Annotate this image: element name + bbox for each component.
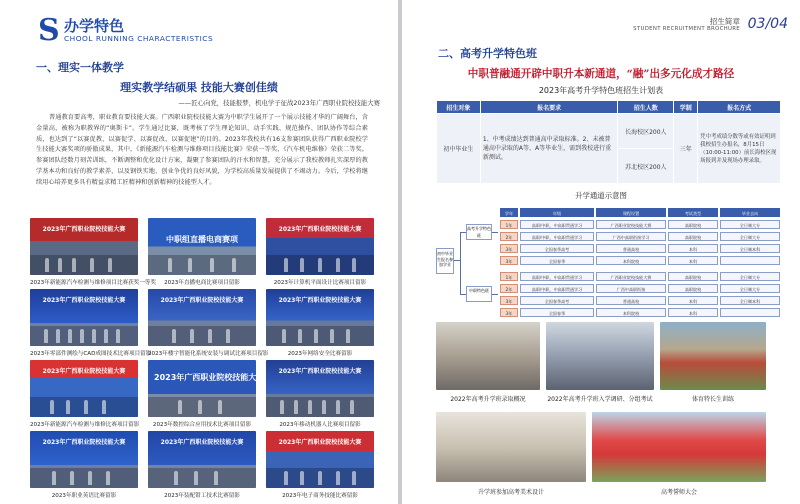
table-cell: 凭中考成绩分数等或有效证明到我校招生办报名，8月15日（10:00-11:00）前长海校区现场报到并及现场办理录取。 xyxy=(698,114,781,184)
table-header: 报名方式 xyxy=(698,101,781,114)
flow-diagram-title: 升学通道示意图 xyxy=(575,191,627,200)
section-title: 一、理实一体教学 xyxy=(36,61,124,74)
enrollment-plan-table xyxy=(436,100,781,184)
competition-photo: 2023年广西职业院校技能大赛 xyxy=(30,289,138,346)
photo-card xyxy=(30,431,138,499)
photo-card xyxy=(266,218,374,286)
flow-branch-node: 中职特色班 xyxy=(466,286,492,302)
page-header-title: 办学特色 xyxy=(64,17,125,35)
competition-photo: 中职组直播电商赛项 xyxy=(148,218,256,275)
article-paragraph: 普通教育要高考，职业教育要技能大赛。广西职业院校技能大赛为中职学生展开了一个展示技能才华的广阔舞台，含金量高，被称为职教界的“奥斯卡”。学生通过比赛，既考核了学生理论知识、动手实践、规范操作、团队协作等综合素质，也达到了“以赛促教、以赛促学、以赛促改、以赛促建”的目的。2023年我校共有16支参赛团队获得广西职业院校学生技能大赛奖项的骄傲成果，其中，《新能源汽车检测与维修项目技能比赛》荣获一等奖、《汽车机电维修》荣获二等奖。参赛团队经数月刻苦训练，不断调整和优化设计方案，凝聚了参赛团队的汗水和智慧，充分展示了我校教师扎实深厚的教学基本功和良好的教学素养，以及钢铁实地、创业争优的良好风貌，为学校高质量发展提供了不竭动力。今后，学校将继续用心培养更多具有精益求精工匠精神和创新精神的技能型人才。 xyxy=(36,114,368,186)
photo-card xyxy=(266,289,374,357)
flow-row: 2年 高职/中职，中高职贯通学习 广西中高职衔接 高职院校 全日制大专 xyxy=(500,284,781,294)
table-header: 学制 xyxy=(674,101,698,114)
photo-card xyxy=(266,360,374,428)
table-title: 2023年高考升学特色班招生计划表 xyxy=(538,86,664,95)
photo-caption: 2023年移动机器人比赛项目留影 xyxy=(279,422,361,428)
table-cell: 长海校区200人 xyxy=(618,114,674,149)
flow-start-node: 初中毕业生报名参加学业 xyxy=(436,248,454,274)
flow-branch-node: 高考升学特色班 xyxy=(467,226,491,238)
photo-card xyxy=(148,360,265,428)
classroom-photo xyxy=(436,322,540,390)
exam-photo xyxy=(546,322,654,390)
photo-caption: 2023年楼宇智能化系统安装与调试比赛项目留影 xyxy=(148,351,269,357)
competition-photo: 2023年广西职业院校技能大赛 xyxy=(148,360,256,417)
photo-caption: 2023年电子商务技能比赛留影 xyxy=(282,493,358,499)
photo-caption: 2022年高考升学班录取概况 xyxy=(450,396,526,403)
flow-header-row: 学年 年级 课程设置 考试类型 毕业去向 xyxy=(500,208,781,218)
photo-caption: 2022年高考升学班入学调研、分组考试 xyxy=(547,396,653,403)
flow-row: 3年 全国春季 本科院校 本科 xyxy=(500,308,781,318)
left-page xyxy=(0,0,398,504)
rally-photo xyxy=(592,412,766,482)
table-header: 招生对象 xyxy=(437,101,481,114)
photo-card xyxy=(30,360,138,428)
competition-photo: 2023年广西职业院校技能大赛 xyxy=(266,289,374,346)
photo-card xyxy=(148,289,269,357)
brochure-title: 招生简章 xyxy=(709,17,740,26)
competition-photo: 2023年广西职业院校技能大赛 xyxy=(266,431,374,488)
photo-caption: 2023年新能源汽车检测与维修比赛项目留影 xyxy=(30,422,140,428)
photo-caption: 高考誓师大会 xyxy=(660,489,697,496)
photo-card xyxy=(30,218,157,286)
competition-photo: 2023年广西职业院校技能大赛 xyxy=(148,289,256,346)
flow-row: 1年 高职/中职，中高职贯通学习 广西职业院校技能大赛 高职院校 全日制大专 xyxy=(500,220,781,230)
competition-photo: 2023年广西职业院校技能大赛 xyxy=(30,431,138,488)
article-subtitle: ——匠心向党，技能报梦，机电学子征战2023年广西职业院校技能大赛 xyxy=(178,99,380,107)
photo-caption: 2023年数控综合应用技术比赛项目留影 xyxy=(152,422,252,428)
flow-row: 3年 全国春季高考 普通高校 本科 全日制本科 xyxy=(500,296,781,306)
page-number: 03/04 xyxy=(747,16,788,32)
competition-photo: 2023年广西职业院校技能大赛 xyxy=(30,218,138,275)
brochure-subtitle: STUDENT RECRUITMENT BROCHURE xyxy=(633,26,740,32)
table-cell: 苏北校区200人 xyxy=(618,149,674,184)
table-header: 报名要求 xyxy=(480,101,618,114)
right-page xyxy=(402,0,800,504)
photo-card xyxy=(30,289,152,357)
section-title: 二、高考升学特色班 xyxy=(438,47,537,60)
photo-caption: 2023年计算机平面设计比赛项目留影 xyxy=(273,280,367,286)
art-exam-photo xyxy=(436,412,586,482)
photo-caption: 升学班参加高考美术设计 xyxy=(477,489,544,496)
flow-row: 3年 全国春季 本科院校 本科 xyxy=(500,256,781,266)
flow-diagram xyxy=(436,204,781,320)
photo-card xyxy=(148,431,256,499)
flow-row: 2年 高职/中职，中高职贯通学习 广西中高职衔接学习 高职院校 全日制大专 xyxy=(500,232,781,242)
competition-photo: 2023年广西职业院校技能大赛 xyxy=(266,218,374,275)
page-header-subtitle: CHOOL RUNNING CHARACTERISTICS xyxy=(64,34,214,43)
photo-caption: 体育特长生训练 xyxy=(691,396,734,403)
training-photo xyxy=(660,322,766,390)
flow-row: 3年 全国春季高考 普通高校 本科 全日制本科 xyxy=(500,244,781,254)
competition-photo: 2023年广西职业院校技能大赛 xyxy=(266,360,374,417)
table-cell: 三年 xyxy=(674,114,698,184)
competition-photo: 2023年广西职业院校技能大赛 xyxy=(148,431,256,488)
photo-card xyxy=(266,431,374,499)
photo-caption: 2023年职业英语比赛留影 xyxy=(51,493,117,499)
table-cell: 1、中考成绩达到普通高中录取标准。2、未被普通高中录取的A等、A等毕业生，需到我校进行重新测试。 xyxy=(480,114,618,184)
article-title: 理实教学结硕果 技能大赛创佳绩 xyxy=(120,81,278,94)
photo-caption: 2023年网络安全比赛留影 xyxy=(287,351,353,357)
photo-caption: 2023年新能源汽车检测与维修项目比赛获奖一等奖 xyxy=(30,280,157,286)
logo-letter: S xyxy=(38,13,60,48)
photo-caption: 2023年零部件测绘与CAD成图技术比赛项目留影 xyxy=(30,351,152,357)
photo-caption: 2023年装配钳工技术比赛留影 xyxy=(164,493,240,499)
competition-photo: 2023年广西职业院校技能大赛 xyxy=(30,360,138,417)
photo-card xyxy=(148,218,256,286)
table-cell: 初中毕业生 xyxy=(437,114,481,184)
flow-row: 1年 高职/中职，中高职贯通学习 广西职业院校技能大赛 高职院校 全日制大专 xyxy=(500,272,781,282)
photo-caption: 2023年直播电商比赛项目留影 xyxy=(164,280,240,286)
table-header: 招生人数 xyxy=(618,101,674,114)
slogan: 中职普融通开辟中职升本新通道，“融”出多元化成才路径 xyxy=(467,68,735,80)
